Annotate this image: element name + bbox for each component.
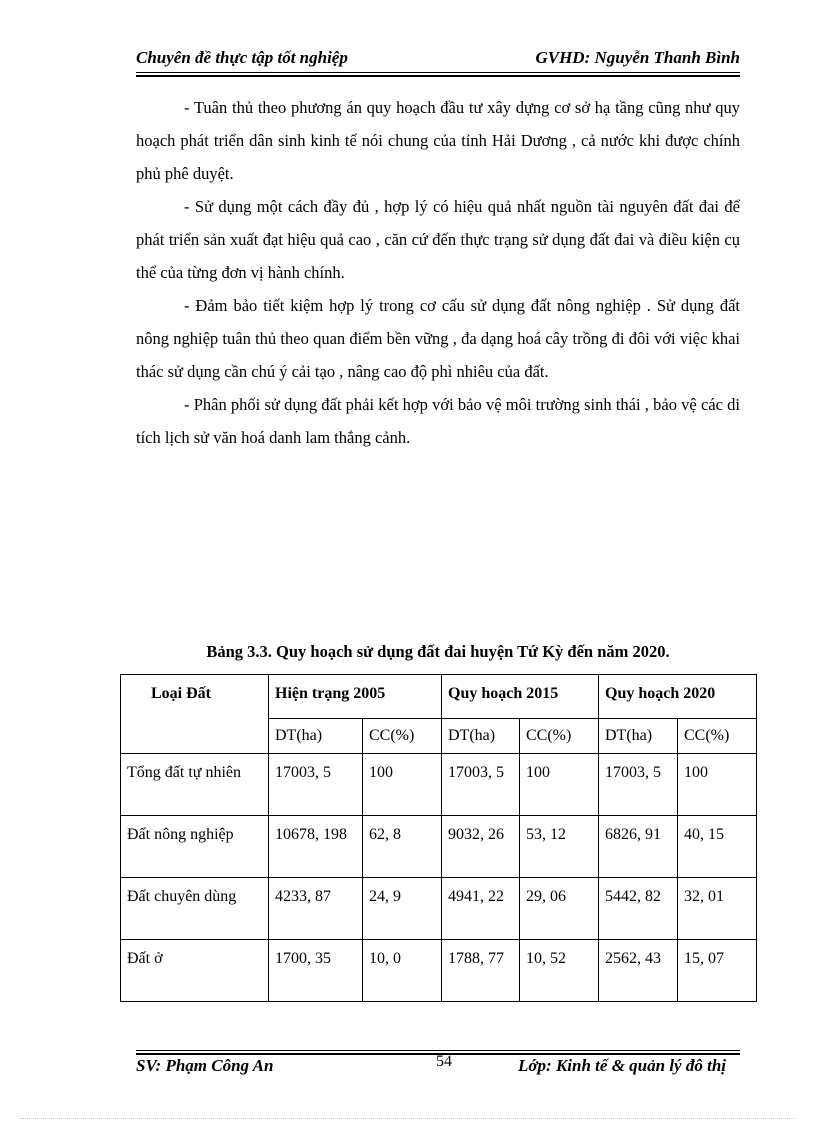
value-cell: 32, 01 [678, 878, 757, 940]
value-cell: 100 [363, 754, 442, 816]
value-cell: 15, 07 [678, 940, 757, 1002]
value-cell: 10, 52 [520, 940, 599, 1002]
value-cell: 40, 15 [678, 816, 757, 878]
value-cell: 6826, 91 [599, 816, 678, 878]
page-footer [136, 1053, 740, 1077]
group-header-2020: Quy hoạch 2020 [599, 675, 757, 719]
value-cell: 1700, 35 [269, 940, 363, 1002]
value-cell: 24, 9 [363, 878, 442, 940]
header-supervisor: GVHD: Nguyễn Thanh Bình [535, 48, 740, 67]
table-row [121, 754, 757, 816]
footer-student: SV: Phạm Công An [136, 1056, 274, 1075]
table-row [121, 816, 757, 878]
header-divider-thick [136, 75, 740, 77]
page-header [136, 48, 740, 72]
value-cell: 9032, 26 [442, 816, 520, 878]
category-label: Tổng đất tự nhiên [127, 764, 241, 781]
subheader-cell: CC(%) [363, 719, 442, 754]
footer-class: Lớp: Kinh tế & quản lý đô thị [518, 1056, 726, 1075]
category-cell: Đất nông nghiệp [121, 816, 269, 878]
page-number: 54 [436, 1053, 452, 1070]
value-cell: 17003, 5 [269, 754, 363, 816]
subheader-cell: CC(%) [520, 719, 599, 754]
page-edge [20, 1118, 796, 1119]
value-cell: 62, 8 [363, 816, 442, 878]
value-cell: 29, 06 [520, 878, 599, 940]
subheader-cell: DT(ha) [269, 719, 363, 754]
header-divider [136, 72, 740, 73]
subheader-cell: DT(ha) [442, 719, 520, 754]
value-cell: 4233, 87 [269, 878, 363, 940]
subheader-cell: DT(ha) [599, 719, 678, 754]
value-cell: 17003, 5 [442, 754, 520, 816]
table-header-row [121, 675, 757, 719]
value-cell: 10678, 198 [269, 816, 363, 878]
category-cell [121, 754, 269, 816]
table-caption: Bảng 3.3. Quy hoạch sử dụng đất đai huyện Tứ Kỳ đến năm 2020. [206, 642, 670, 661]
value-cell: 17003, 5 [599, 754, 678, 816]
value-cell: 1788, 77 [442, 940, 520, 1002]
table-row [121, 940, 757, 1002]
group-header-2015: Quy hoạch 2015 [442, 675, 599, 719]
value-cell: 100 [678, 754, 757, 816]
value-cell: 2562, 43 [599, 940, 678, 1002]
value-cell: 53, 12 [520, 816, 599, 878]
header-thesis-title: Chuyên đề thực tập tốt nghiệp [136, 48, 348, 67]
table-row [121, 878, 757, 940]
category-cell: Đất chuyên dùng [121, 878, 269, 940]
subheader-cell: CC(%) [678, 719, 757, 754]
value-cell: 100 [520, 754, 599, 816]
group-header-2005: Hiện trạng 2005 [269, 675, 442, 719]
paragraph: - Sử dụng một cách đầy đủ , hợp lý có hiệu quả nhất nguồn tài nguyên đất đai để phát triển sản xuất đạt hiệu quả cao , căn cứ đến thực trạng sử dụng đất đai và điều kiện cụ thể của từng đơn vị hành chính. [136, 197, 740, 282]
value-cell: 4941, 22 [442, 878, 520, 940]
category-cell: Đất ở [121, 940, 269, 1002]
land-use-table [120, 674, 757, 1002]
footer-divider [136, 1050, 740, 1051]
paragraph: - Tuân thủ theo phương án quy hoạch đầu tư xây dựng cơ sở hạ tầng cũng như quy hoạch phát triển dân sinh kinh tế nói chung của tỉnh Hải Dương , cả nước khi được chính phủ phê duyệt. [136, 98, 740, 183]
value-cell: 5442, 82 [599, 878, 678, 940]
body-text [136, 91, 740, 454]
paragraph: - Đảm bảo tiết kiệm hợp lý trong cơ cấu sử dụng đất nông nghiệp . Sử dụng đất nông nghiệp tuân thủ theo quan điểm bền vững , đa dạng hoá cây trồng đi đôi với việc khai thác sử dụng cần chú ý cải tạo , nâng cao độ phì nhiêu của đất. [136, 296, 740, 381]
value-cell: 10, 0 [363, 940, 442, 1002]
category-header: Loại Đất [121, 675, 269, 754]
paragraph: - Phân phối sử dụng đất phải kết hợp với bảo vệ môi trường sinh thái , bảo vệ các di tích lịch sử văn hoá danh lam thắng cảnh. [136, 395, 740, 447]
